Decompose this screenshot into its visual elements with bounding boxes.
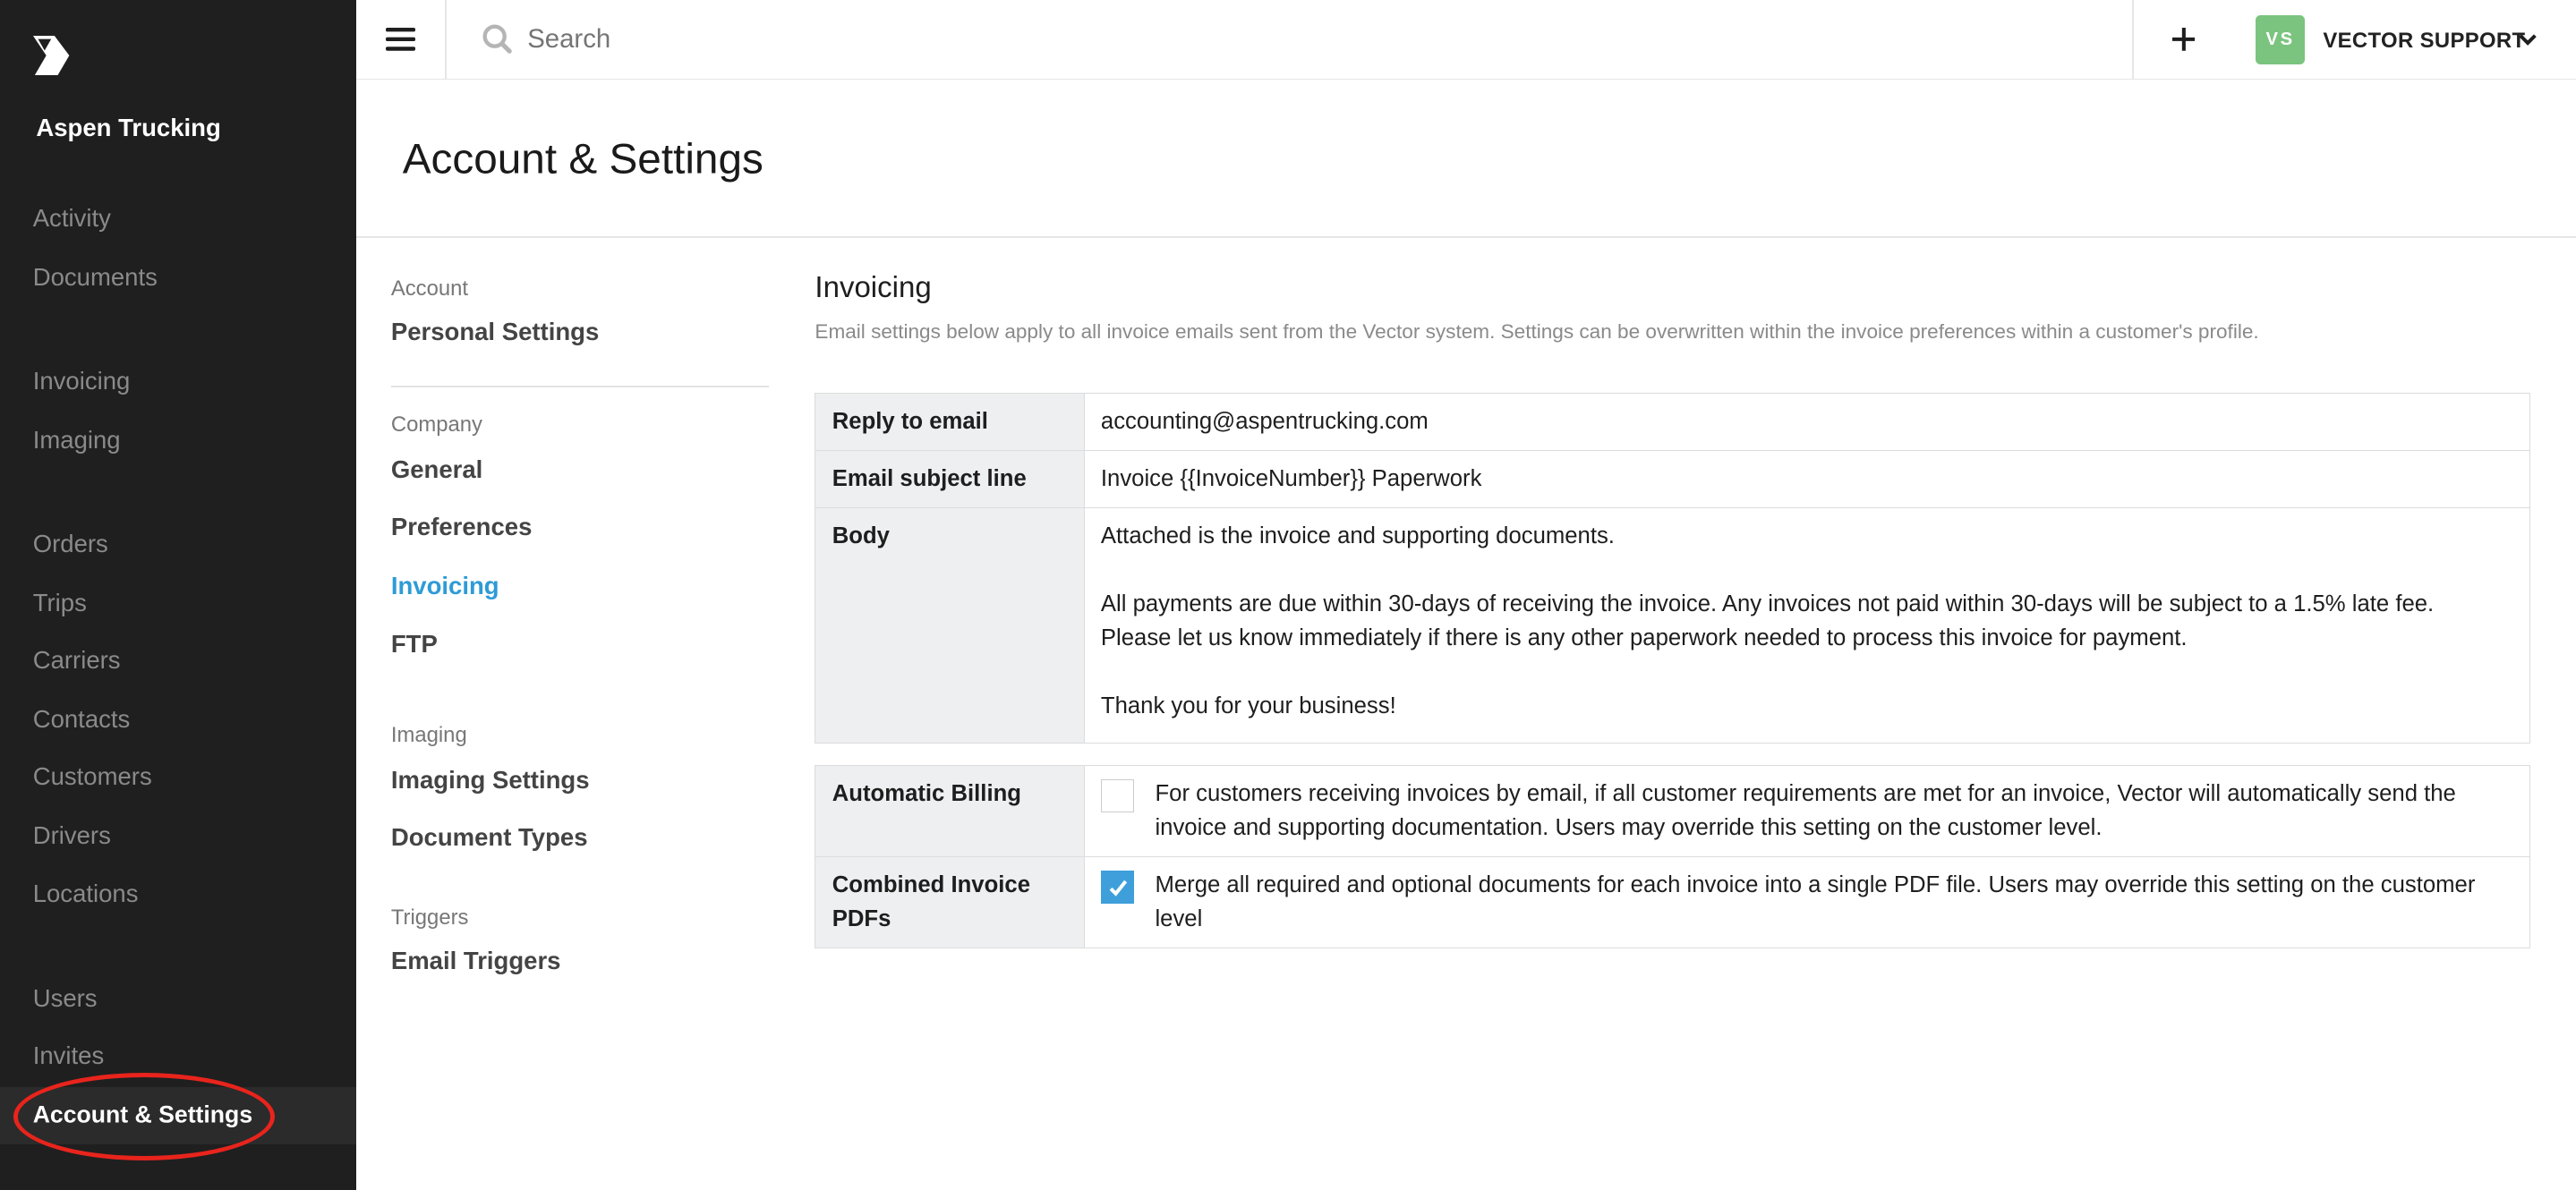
sidebar-item-invoicing[interactable]: Invoicing: [32, 366, 131, 395]
sidebar-item-customers[interactable]: Customers: [32, 762, 152, 791]
header-divider: [445, 0, 447, 79]
subnav-heading-account: Account: [390, 276, 469, 302]
section-description: Email settings below apply to all invoice emails sent from the Vector system. Settings can be overwritten within the invoice preferences within a customer's profile.: [815, 319, 2259, 343]
subnav-general[interactable]: General: [390, 455, 483, 483]
table-row: [815, 857, 2529, 948]
vector-logo-icon[interactable]: [33, 36, 71, 75]
automatic-billing-cell: [1084, 766, 2529, 857]
sidebar-item-users[interactable]: Users: [32, 983, 98, 1012]
sidebar-item-imaging[interactable]: Imaging: [32, 425, 121, 454]
company-name: Aspen Trucking: [36, 114, 221, 142]
plus-icon[interactable]: [2172, 28, 2196, 51]
body-line: Thank you for your business!: [1100, 693, 1396, 719]
automatic-billing-text: For customers receiving invoices by email, if all customer requirements are met for an invoice, Vector will automatically send the invoice and supporting documentation. Users may override this setting on the customer level.: [1155, 781, 2456, 840]
options-table: [815, 765, 2529, 948]
reply-to-label: Reply to email: [815, 393, 1084, 450]
subject-line-field[interactable]: Invoice {{InvoiceNumber}} Paperwork: [1084, 450, 2529, 507]
header-divider: [2132, 0, 2134, 79]
subnav-imaging-settings[interactable]: Imaging Settings: [390, 765, 590, 794]
red-highlight-annotation: [13, 1073, 276, 1160]
subnav-preferences[interactable]: Preferences: [390, 513, 533, 541]
sidebar-item-documents[interactable]: Documents: [32, 263, 158, 292]
hamburger-menu-icon[interactable]: [386, 28, 415, 51]
subject-label: Email subject line: [815, 450, 1084, 507]
title-divider: [356, 236, 2576, 238]
checkmark-icon: [1102, 871, 1135, 905]
page-title: Account & Settings: [402, 135, 763, 183]
sidebar-item-drivers[interactable]: Drivers: [32, 821, 111, 850]
table-row: [815, 766, 2529, 857]
reply-to-email-field[interactable]: accounting@aspentrucking.com: [1084, 393, 2529, 450]
table-row: [815, 450, 2529, 507]
search-input[interactable]: [527, 20, 2006, 59]
subnav-heading-triggers: Triggers: [390, 905, 469, 931]
body-line: All payments are due within 30-days of receiving the invoice. Any invoices not paid within 30-days will be subject to a 1.5% late fee. Please let us know immediately if there is any other paperwork needed to process this invoice for payment.: [1100, 591, 2435, 650]
subnav-email-triggers[interactable]: Email Triggers: [390, 946, 561, 974]
email-settings-table: [815, 393, 2529, 744]
automatic-billing-label: Automatic Billing: [815, 766, 1084, 857]
table-row: [815, 393, 2529, 450]
subnav-divider: [391, 386, 769, 387]
sidebar-item-activity[interactable]: Activity: [32, 204, 111, 233]
subnav-document-types[interactable]: Document Types: [390, 823, 588, 852]
body-field[interactable]: [1084, 508, 2529, 743]
combined-pdfs-label: Combined Invoice PDFs: [815, 857, 1084, 948]
subnav-invoicing[interactable]: Invoicing: [390, 572, 499, 600]
user-menu-name[interactable]: VECTOR SUPPORT: [2323, 28, 2526, 53]
sidebar-item-contacts[interactable]: Contacts: [32, 704, 131, 733]
sidebar-item-orders[interactable]: Orders: [32, 529, 108, 557]
subnav-heading-imaging: Imaging: [390, 723, 467, 748]
subnav-heading-company: Company: [390, 412, 482, 438]
combined-pdfs-text: Merge all required and optional documents for each invoice into a single PDF file. Users may override this setting on the customer level: [1155, 872, 2476, 931]
sidebar-item-invites[interactable]: Invites: [32, 1041, 105, 1070]
section-title: Invoicing: [815, 270, 932, 304]
subnav-personal-settings[interactable]: Personal Settings: [390, 317, 600, 345]
sidebar-item-locations[interactable]: Locations: [32, 879, 139, 907]
combined-pdfs-checkbox[interactable]: [1101, 871, 1134, 904]
body-label: Body: [815, 508, 1084, 743]
subnav-ftp[interactable]: FTP: [390, 629, 438, 658]
chevron-down-icon[interactable]: [2519, 33, 2537, 47]
table-row: [815, 508, 2529, 743]
search-icon: [482, 23, 513, 55]
avatar[interactable]: VS: [2256, 15, 2305, 64]
sidebar: [0, 0, 356, 1190]
sidebar-item-trips[interactable]: Trips: [32, 588, 87, 616]
sidebar-item-account-settings[interactable]: Account & Settings: [32, 1101, 253, 1128]
automatic-billing-checkbox[interactable]: [1101, 779, 1134, 812]
combined-pdfs-cell: [1084, 857, 2529, 948]
sidebar-item-carriers[interactable]: Carriers: [32, 645, 121, 674]
body-line: Attached is the invoice and supporting documents.: [1100, 523, 1615, 549]
top-header: [356, 0, 2576, 80]
